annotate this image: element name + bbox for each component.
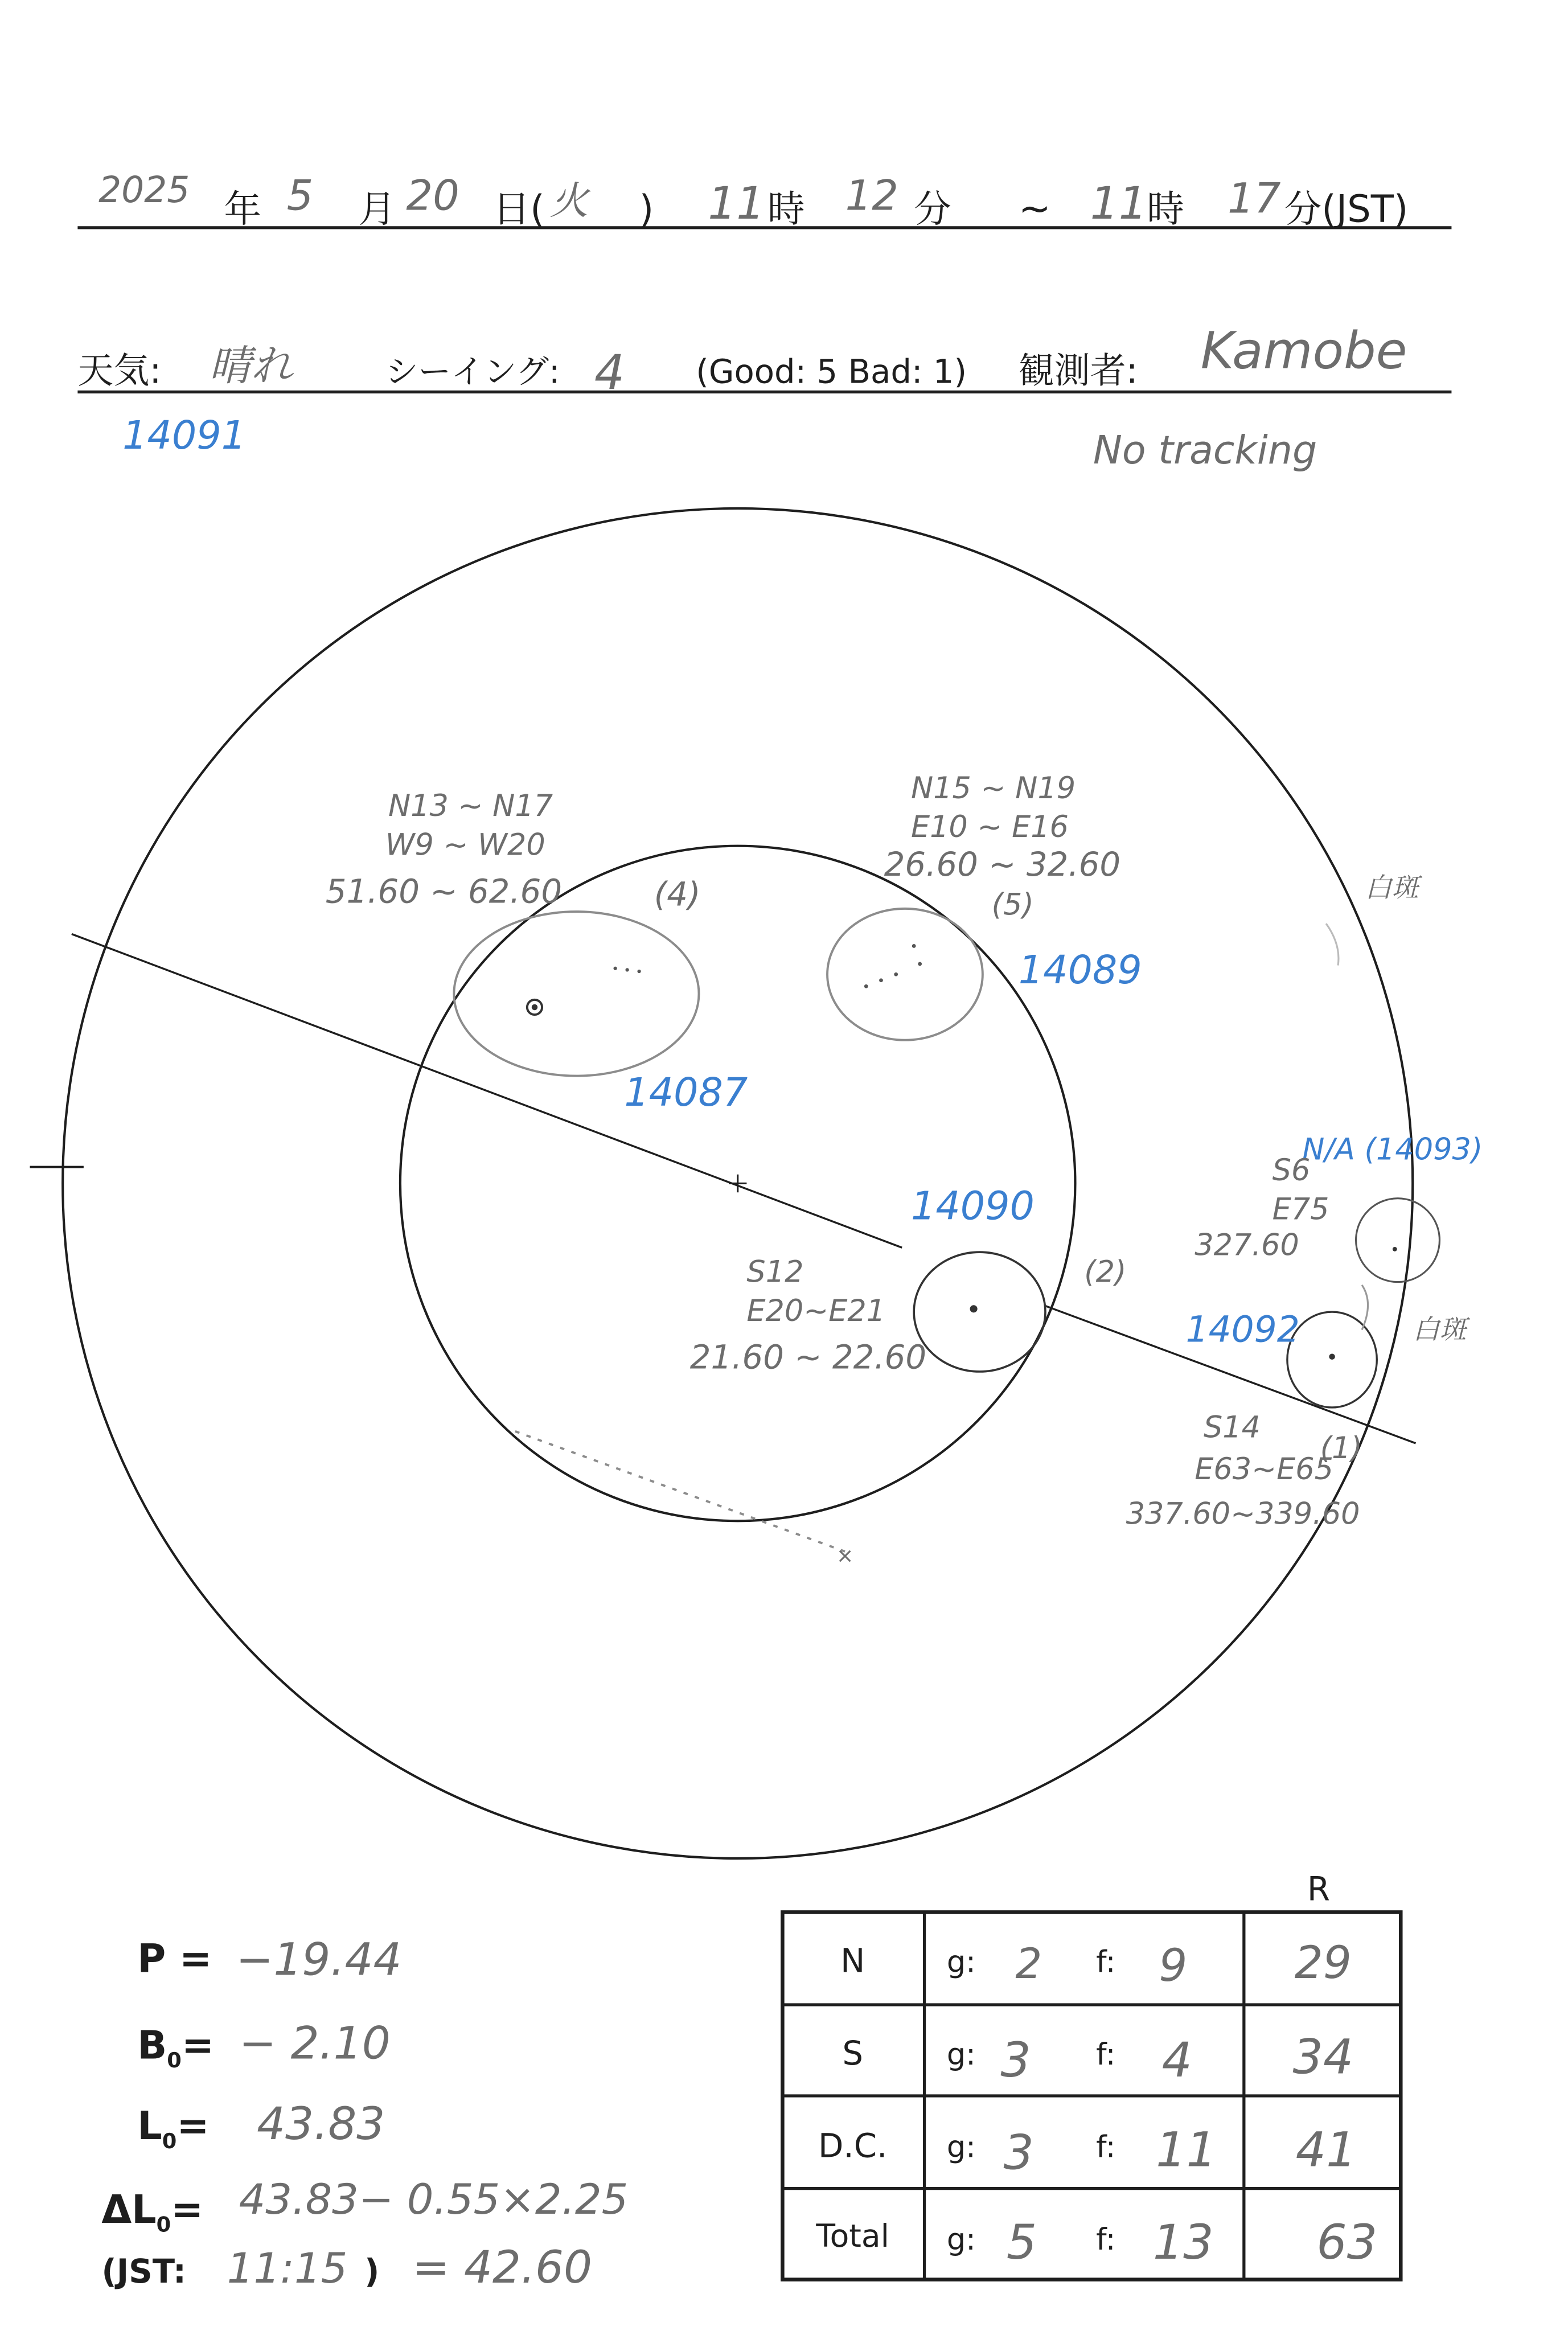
year-unit: 年 [224,187,261,231]
f-value: 11 [1156,2121,1217,2178]
delta-l0-label: $\Delta L_0=$ [101,2187,204,2237]
table-row-s [842,2029,1353,2088]
f-value: 9 [1159,1939,1188,1992]
group-region-number: 14092 [1185,1308,1300,1351]
g-value: 3 [1000,2032,1031,2088]
sunspot-dot [912,944,916,948]
sunspot-count-table [782,1869,1401,2279]
r-value: 41 [1295,2121,1357,2178]
end-minute: 17 [1227,174,1281,223]
group-region-number: N/A (14093) [1302,1132,1483,1167]
hour-unit: 時 [767,187,805,231]
sunspot-group-outline [914,1252,1045,1372]
group-count: (1) [1320,1431,1362,1466]
day-unit: 日( [492,187,545,231]
start-minute: 12 [845,171,898,220]
group-latitude: S6 [1272,1153,1311,1188]
month-unit: 月 [358,187,396,231]
region-note-top: 14091 [122,413,246,459]
g-label: g: [946,2037,976,2072]
solar-disk-drawing [30,508,1439,1858]
sunspot-umbra [970,1305,978,1312]
facula-sketch [1362,1285,1368,1330]
observer-label: 観測者: [1018,350,1138,392]
f-value: 4 [1161,2032,1192,2088]
l0-value: 43.83 [257,2098,385,2151]
sunspot-dot [637,970,641,973]
conditions-header [77,321,1407,400]
group-carrington: 21.60 ~ 22.60 [689,1337,927,1377]
group-longitude: E75 [1272,1192,1329,1227]
sunspot-dot [879,978,883,982]
range-tilde: ~ [1018,186,1051,232]
group-latitude: N13 ~ N17 [388,789,553,824]
l0-label: $L_0=$ [137,2104,210,2153]
table-row-dc [818,2121,1357,2180]
g-value: 2 [1015,1939,1042,1988]
sunspot-umbra [532,1004,537,1010]
hour-unit-2: 時 [1147,187,1184,231]
r-value: 63 [1316,2214,1378,2270]
delta-l0-expression: 43.83− 0.55×2.25 [239,2176,629,2225]
f-label: f: [1096,2129,1116,2165]
p-angle-label: P = [137,1936,212,1982]
solar-parameters [101,1934,628,2293]
end-hour: 11 [1090,177,1147,230]
month-value: 5 [286,171,314,220]
weather-label: 天気: [77,350,162,392]
group-longitude: W9 ~ W20 [385,827,545,863]
g-label: g: [946,2129,976,2165]
weather-value: 晴れ [209,342,293,391]
jst-close: ) [364,2251,380,2291]
group-annotation-4 [326,789,748,1115]
g-value: 3 [1003,2124,1034,2181]
minute-unit: 分 [914,187,951,231]
sunspot-dot [894,972,898,976]
facula-sketch [1326,924,1339,965]
start-hour: 11 [708,177,765,230]
group-count: (2) [1084,1254,1127,1290]
table-row-total [815,2214,1377,2270]
sunspot-dot [1393,1247,1397,1251]
date-time-header [98,169,1408,231]
seeing-value: 4 [594,344,625,401]
sunspot-group-outline [454,912,699,1076]
weekday-value: 火 [549,179,589,224]
sunspot-umbra [1329,1353,1335,1359]
minute-unit-2: 分(JST) [1284,187,1409,231]
sunspot-dot [864,984,868,988]
group-count: (5) [991,887,1034,922]
table-row-n [840,1936,1352,1992]
jst-label: (JST: [101,2251,186,2291]
f-label: f: [1096,2222,1116,2258]
group-latitude: S12 [746,1254,804,1290]
f-label: f: [1096,2037,1116,2072]
row-label: S [842,2033,863,2073]
row-label: D.C. [818,2126,888,2165]
group-region-number: 14087 [624,1070,748,1116]
facula-note: 白斑 [1365,872,1419,904]
jst-value: 11:15 [227,2244,348,2293]
sunspot-dot [625,968,629,971]
group-region-number: 14089 [1018,948,1142,994]
group-annotation-1 [1126,1308,1362,1531]
group-carrington: 51.60 ~ 62.60 [325,872,563,911]
group-longitude: E20~E21 [746,1293,886,1328]
facula-note: 白斑 [1413,1314,1467,1346]
row-label: Total [816,2217,889,2254]
group-carrington: 26.60 ~ 32.60 [884,845,1121,884]
group-region-number: 14090 [910,1184,1035,1229]
p-angle-value: −19.44 [236,1933,402,1986]
b0-value: − 2.10 [239,2017,391,2070]
g-value: 5 [1006,2214,1037,2270]
observer-name: Kamobe [1200,321,1407,381]
r-column-header: R [1307,1869,1331,1909]
dotted-track [515,1431,851,1554]
group-carrington: 337.60~339.60 [1126,1496,1360,1532]
group-carrington: 327.60 [1195,1228,1299,1263]
g-label: g: [946,2222,976,2258]
f-label: f: [1096,1944,1116,1980]
g-label: g: [946,1944,976,1980]
rotation-axis-left [72,934,902,1247]
f-value: 13 [1152,2214,1214,2270]
r-value: 34 [1292,2029,1354,2085]
day-value: 20 [406,171,459,220]
group-longitude: E10 ~ E16 [910,809,1069,844]
seeing-label: シーイング: [385,352,560,391]
delta-l0-result: = 42.60 [412,2240,593,2293]
year-value: 2025 [98,169,190,211]
weekday-close: ) [639,187,654,231]
sunspot-group-outline [1356,1199,1440,1282]
r-value: 29 [1294,1936,1352,1989]
group-latitude: N15 ~ N19 [910,770,1076,806]
track-end-mark: × [836,1543,854,1568]
group-latitude: S14 [1204,1410,1261,1445]
row-label: N [840,1941,865,1980]
b0-label: $B_0=$ [137,2023,214,2073]
group-longitude: E63~E65 [1195,1451,1333,1487]
seeing-scale: (Good: 5 Bad: 1) [696,352,967,391]
sunspot-dot [613,967,617,970]
group-annotation-5 [884,771,1142,993]
tracking-note: No tracking [1093,428,1317,474]
sunspot-group-outline [827,909,983,1040]
group-count: (4) [654,875,701,914]
sunspot-dot [918,962,922,966]
